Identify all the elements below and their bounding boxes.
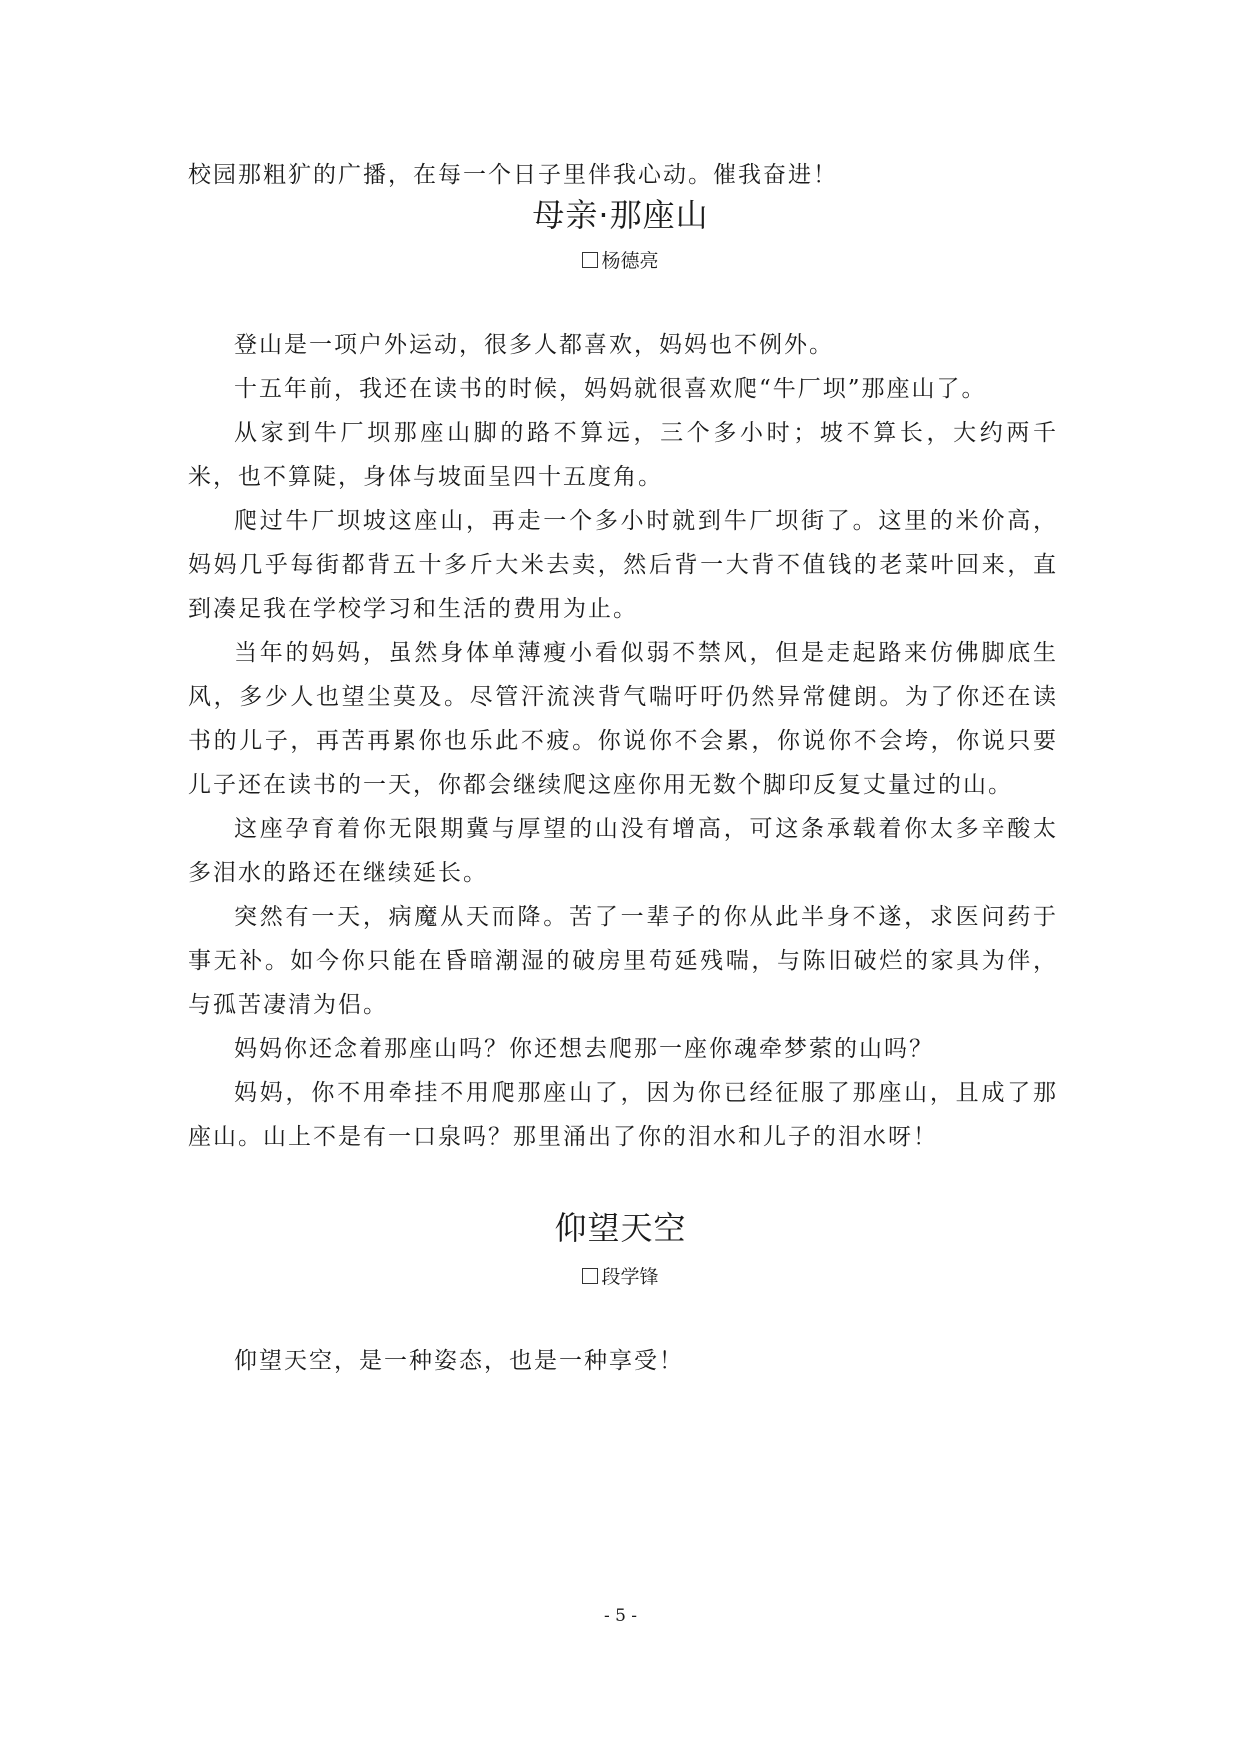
previous-article-ending: 校园那粗犷的广播，在每一个日子里伴我心动。催我奋进！ (188, 162, 838, 188)
paragraph: 登山是一项户外运动，很多人都喜欢，妈妈也不例外。 (234, 332, 834, 358)
author-name: 杨德亮 (601, 250, 659, 272)
paragraph: 这座孕育着你无限期冀与厚望的山没有增高，可这条承载着你太多辛酸太多泪水的路还在继续延长。 (188, 816, 1058, 886)
page-number: - 5 - (603, 1606, 638, 1626)
paragraph: 从家到牛厂坝那座山脚的路不算远，三个多小时；坡不算长，大约两千米，也不算陡，身体与坡面呈四十五度角。 (188, 420, 1058, 490)
article-title: 仰望天空 (554, 1209, 687, 1247)
article-body (188, 323, 1058, 1159)
author-name: 段学锋 (601, 1266, 659, 1288)
paragraph: 仰望天空，是一种姿态，也是一种享受！ (234, 1348, 684, 1374)
paragraph: 妈妈你还念着那座山吗？你还想去爬那一座你魂牵梦萦的山吗？ (234, 1036, 934, 1062)
author-box-icon (582, 252, 598, 268)
article-author (0, 246, 1241, 273)
paragraph: 爬过牛厂坝坡这座山，再走一个多小时就到牛厂坝街了。这里的米价高，妈妈几乎每街都背五十多斤大米去卖，然后背一大背不值钱的老菜叶回来，直到凑足我在学校学习和生活的费用为止。 (188, 508, 1058, 622)
paragraph: 当年的妈妈，虽然身体单薄瘦小看似弱不禁风，但是走起路来仿佛脚底生风，多少人也望尘莫及。尽管汗流浃背气喘吁吁仍然异常健朗。为了你还在读书的儿子，再苦再累你也乐此不疲。你说你不会累，你说你不会垮，你说只要儿子还在读书的一天，你都会继续爬这座你用无数个脚印反复丈量过的山。 (188, 640, 1058, 798)
author-box-icon (582, 1268, 598, 1284)
paragraph: 突然有一天，病魔从天而降。苦了一辈子的你从此半身不遂，求医问药于事无补。如今你只能在昏暗潮湿的破房里苟延残喘，与陈旧破烂的家具为伴，与孤苦凄清为侣。 (188, 904, 1058, 1018)
article-body (188, 1339, 1058, 1383)
paragraph: 妈妈，你不用牵挂不用爬那座山了，因为你已经征服了那座山，且成了那座山。山上不是有一口泉吗？那里涌出了你的泪水和儿子的泪水呀！ (188, 1080, 1058, 1150)
paragraph: 十五年前，我还在读书的时候，妈妈就很喜欢爬“牛厂坝”那座山了。 (234, 376, 987, 402)
article-author (0, 1262, 1241, 1289)
article-title: 母亲·那座山 (532, 196, 709, 234)
